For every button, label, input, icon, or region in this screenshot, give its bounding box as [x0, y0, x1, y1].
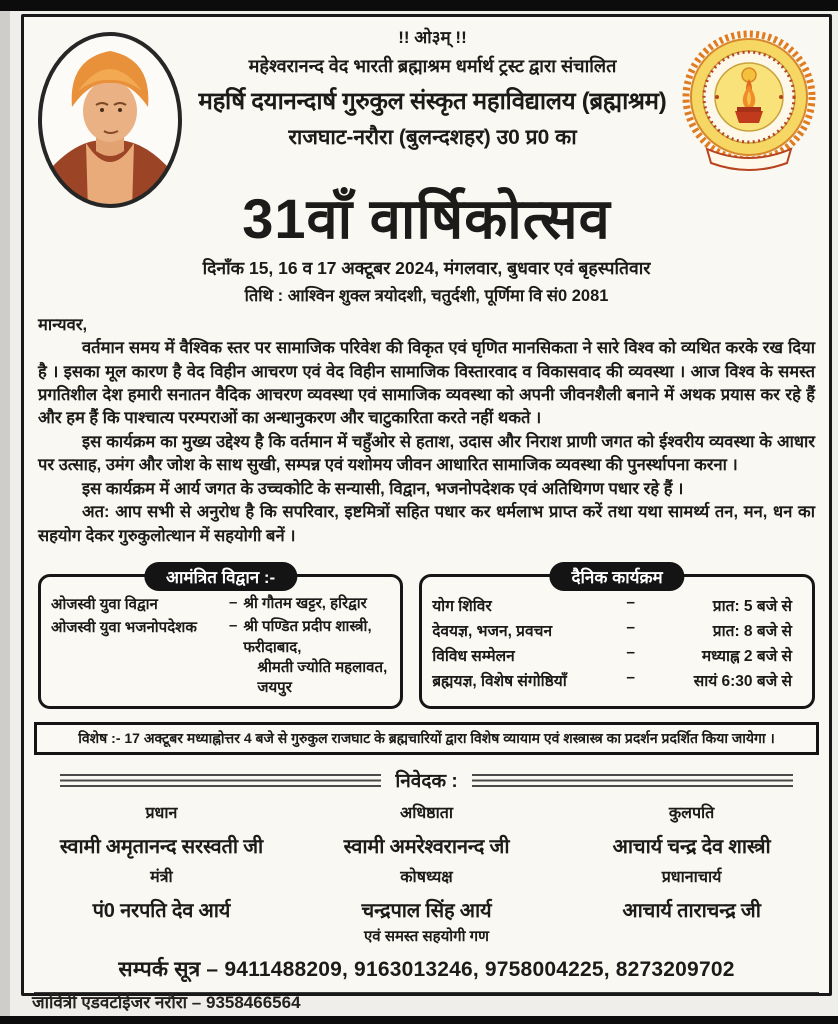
scholar-role: ओजस्वी युवा विद्वान [51, 596, 158, 614]
official-name: स्वामी अमरेश्वरानन्द जी [343, 836, 510, 859]
photo-bottom-black-strip [0, 1016, 838, 1024]
divider-lines-right [472, 774, 793, 787]
schedule-row [432, 644, 802, 666]
official-title: प्रधान [145, 805, 178, 823]
scholar-names [243, 617, 390, 698]
schedule-activity: योग शिविर [432, 598, 492, 616]
schedule-row [432, 594, 802, 616]
invited-scholars-title: आमंत्रित विद्वान :- [144, 562, 297, 591]
schedule-activity: विविध सम्मेलन [432, 648, 515, 666]
nivedak-heading: निवेदक : [395, 771, 458, 793]
scholar-separator: – [229, 617, 238, 635]
official-cell [289, 801, 564, 859]
schedule-time: सायं 6:30 बजे से [693, 673, 792, 691]
dayanand-portrait-icon [34, 21, 186, 216]
contact-line [34, 955, 819, 983]
scholar-name: श्री पण्डित प्रदीप शास्त्री, फरीदाबाद, [243, 618, 372, 656]
contact-label: सम्पर्क सूत्र – [118, 958, 219, 982]
location-line: राजघाट-नरौरा (बुलन्दशहर) उ0 प्र0 का [288, 126, 577, 149]
schedule-activity: ब्रह्मयज्ञ, विशेष संगोष्ठियाँ [432, 673, 567, 691]
schedule-row [432, 619, 802, 641]
gurukul-seal-icon [679, 21, 819, 190]
official-note: एवं समस्त सहयोगी गण [364, 928, 489, 946]
masthead-text [186, 21, 679, 151]
body-paragraph-4: अत: आप सभी से अनुरोध है कि सपरिवार, इष्टमित्रों सहित पधार कर धर्मलाभ प्राप्त करें तथा यथा सामर्थ्य तन, मन, धन का सहयोग देकर गुरुकुलोत्थान में सहयोगी बनें । [38, 503, 815, 545]
official-name: आचार्य ताराचन्द्र जी [622, 900, 761, 923]
college-name: महर्षि दयानन्दार्ष गुरुकुल संस्कृत महाविद्यालय (ब्रह्माश्रम) [198, 88, 667, 115]
event-dates: दिनाँक 15, 16 व 17 अक्टूबर 2024, मंगलवार, बुधवार एवं बृहस्पतिवार [202, 257, 651, 278]
schedule-time: मध्याह्न 2 बजे से [701, 648, 792, 666]
scholar-role: ओजस्वी युवा भजनोपदेशक [51, 619, 197, 637]
official-name: आचार्य चन्द्र देव शास्त्री [612, 836, 771, 859]
schedule-time: प्रात: 5 बजे से [712, 598, 792, 616]
advertiser-line: जावित्री एडवर्टाईजर नरौरा – 9358466564 [32, 993, 301, 1012]
salutation: मान्यवर, [38, 315, 88, 334]
scholar-row [51, 594, 390, 614]
event-title: 31वाँ वार्षिकोत्सव [242, 187, 611, 250]
dayanand-portrait-svg [34, 29, 186, 211]
letter-body [34, 314, 819, 548]
daily-schedule-title: दैनिक कार्यक्रम [550, 562, 685, 591]
official-cell [564, 865, 819, 946]
invited-scholars-box [38, 568, 403, 709]
schedule-separator: – [626, 619, 635, 637]
schedule-separator: – [626, 669, 635, 687]
official-name: स्वामी अमृतानन्द सरस्वती जी [59, 836, 264, 859]
official-name: पं0 नरपति देव आर्य [92, 900, 231, 923]
nivedak-divider [60, 767, 793, 793]
schedule-row [432, 669, 802, 691]
official-title: प्रधानाचार्य [661, 869, 722, 887]
schedule-separator: – [626, 594, 635, 612]
scholar-names [243, 594, 366, 614]
body-paragraph-3: इस कार्यक्रम में आर्य जगत के उच्चकोटि के सन्यासी, विद्वान, भजनोपदेशक एवं अतिथिगण पधार रहे हैं । [82, 479, 684, 498]
official-cell [564, 801, 819, 859]
gurukul-seal-svg [679, 27, 819, 185]
official-cell [34, 865, 289, 946]
body-paragraph-2: इस कार्यक्रम का मुख्य उद्देश्य है कि वर्तमान में चहुँओर से हताश, उदास और निराश प्राणी जगत को ईश्वरीय व्यवस्था के आधार पर उत्साह, उमंग और जोश के साथ सुखी, सम्पन्न एवं यशोमय जीवन आधारित सामाजिक व्यवस्था की पुनर्स्थापना करना । [38, 432, 815, 475]
official-title: अधिष्ठाता [399, 805, 454, 823]
official-title: मंत्री [150, 869, 173, 887]
divider-lines-left [60, 774, 381, 787]
body-paragraph-1: वर्तमान समय में वैश्विक स्तर पर सामाजिक परिवेश की विकृत एवं घृणित मानसिकता ने सारे विश्व को व्यथित करके रख दिया है । इसका मूल कारण है वेद विहीन आचरण एवं वेद विहीन सामाजिक विस्तारवाद व विकासवाद की व्यवस्था । आज विश्व के समस्त प्रगतिशील देश हमारी सनातन वैदिक आचरण व्यवस्था एवं सामाजिक व्यवस्था को अपनी जीवनशैली बनाने में अथक प्रयास कर रहे हैं और हम हैं कि पाश्चात्य परम्पराओं का अन्धानुकरण और चाटुकारिता करते नहीं थकते । [38, 339, 815, 428]
officials-grid [34, 801, 819, 946]
event-tithi: तिथि : आश्विन शुक्ल त्रयोदशी, चतुर्दशी, पूर्णिमा वि सं0 2081 [244, 286, 609, 305]
poster-frame [21, 14, 832, 996]
om-invocation: !! ओ३म् !! [398, 28, 467, 47]
official-title: कोषध्यक्ष [400, 869, 453, 887]
scholar-row [51, 617, 390, 698]
special-note: विशेष :- 17 अक्टूबर मध्याह्नोत्तर 4 बजे से गुरुकुल राजघाट के ब्रह्मचारियों द्वारा विशेष व्यायाम एवं शस्त्रास्त्र का प्रदर्शन प्रदर्शित किया जायेगा । [34, 722, 819, 755]
photo-top-black-strip [0, 0, 838, 11]
official-cell [289, 865, 564, 946]
schedule-activity: देवयज्ञ, भजन, प्रवचन [432, 623, 553, 641]
official-cell [34, 801, 289, 859]
schedule-time: प्रात: 8 बजे से [712, 623, 792, 641]
info-boxes-row [38, 568, 815, 709]
scholar-separator: – [229, 594, 238, 612]
trust-line: महेश्वरानन्द वेद भारती ब्रह्माश्रम धर्मार्थ ट्रस्ट द्वारा संचालित [248, 56, 617, 76]
official-title: कुलपति [668, 805, 715, 823]
schedule-separator: – [626, 644, 635, 662]
scholar-name: श्रीमती ज्योति महलावत, जयपुर [257, 658, 388, 697]
official-name: चन्द्रपाल सिंह आर्य [361, 900, 492, 923]
daily-schedule-box [419, 568, 815, 709]
scholar-name: श्री गौतम खट्टर, हरिद्वार [243, 595, 367, 613]
contact-numbers: 9411488209, 9163013246, 9758004225, 8273209702 [224, 958, 735, 982]
